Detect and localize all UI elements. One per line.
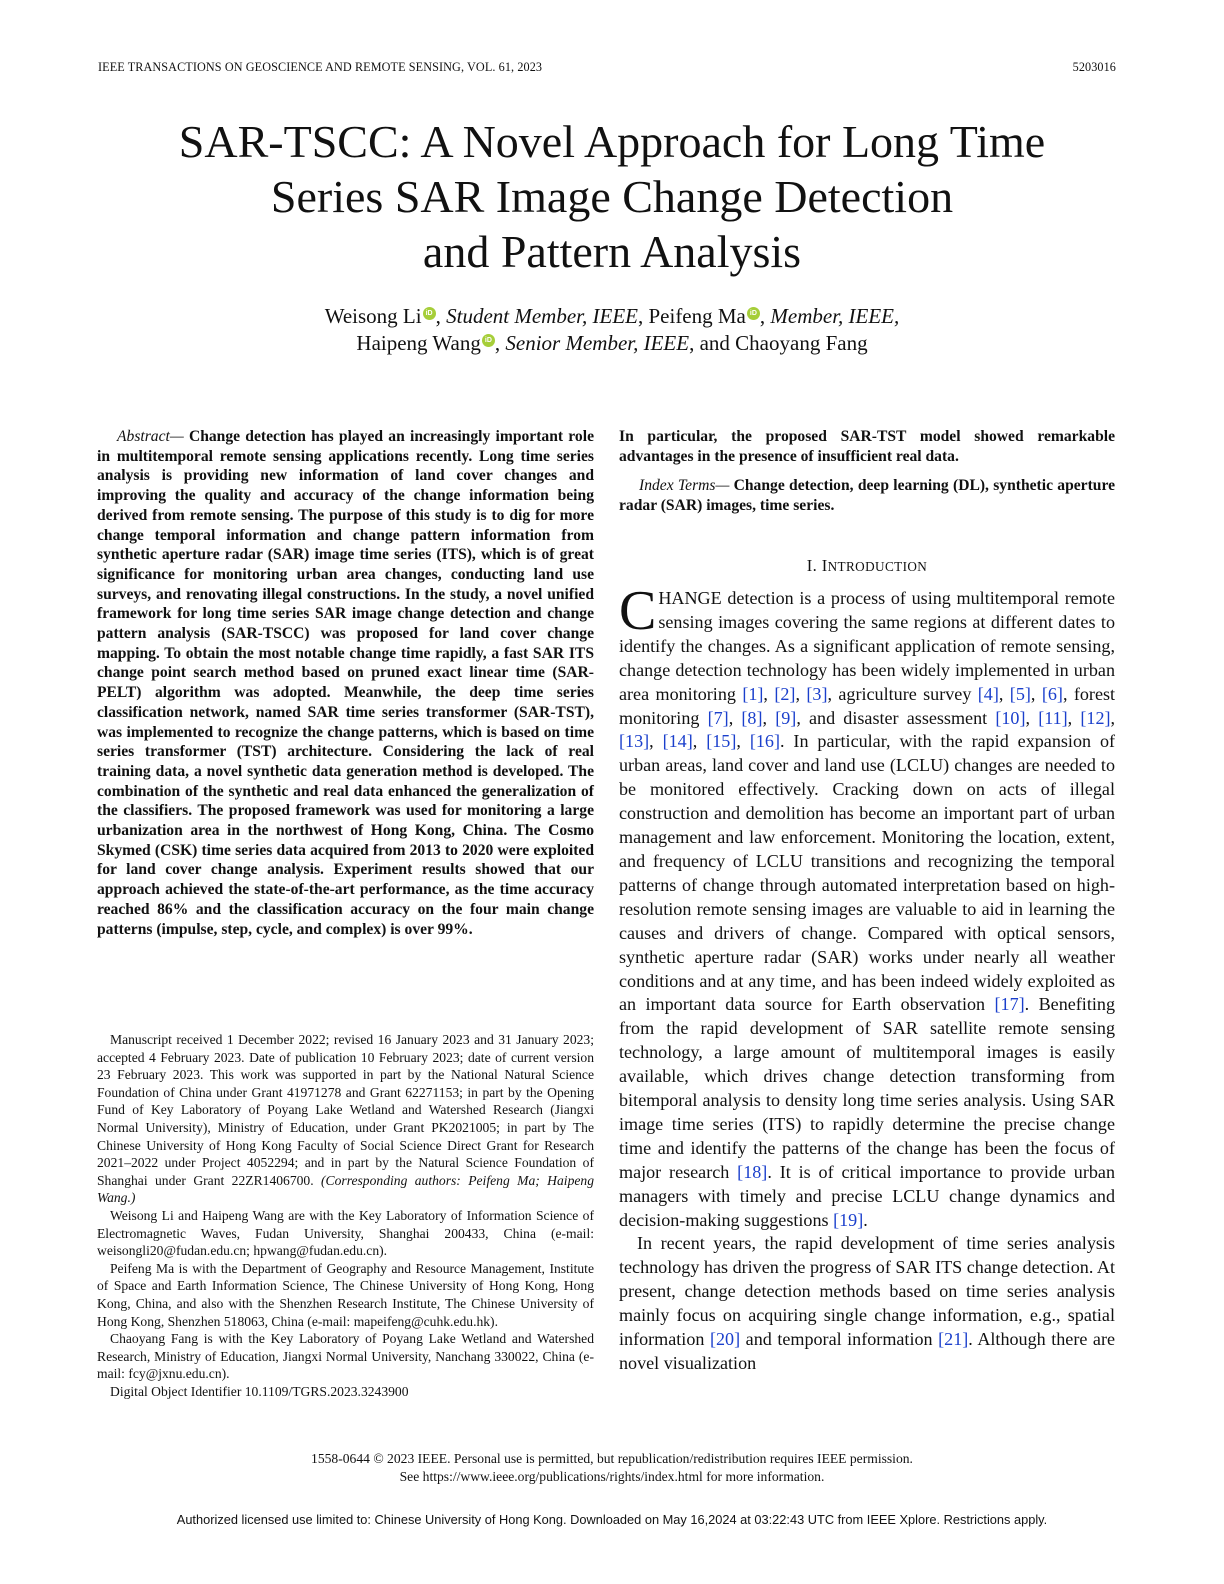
body-text: . Although there are novel visualization [619,1329,1116,1373]
body-text: . [863,1209,868,1230]
section-number: I. I [806,556,828,575]
body-text: , [736,731,750,752]
abstract-continued [619,427,1115,516]
drop-cap: C [619,580,657,642]
citation-link[interactable]: [7] [707,707,729,728]
footnote-doi[interactable]: Digital Object Identifier 10.1109/TGRS.2023.3243900 [110,1383,409,1399]
citation-link[interactable]: [11] [1038,707,1068,728]
index-terms-text: Change detection, deep learning (DL), synthetic aperture radar (SAR) images, time series. [619,477,1116,515]
citation-link[interactable]: [17] [994,994,1025,1015]
title-line: and Pattern Analysis [422,226,802,277]
body-text: , [998,683,1010,704]
body-text: , [728,707,742,728]
body-text: , [762,707,776,728]
body-text: , agriculture survey [827,683,978,704]
footnote-affiliation: Peifeng Ma is with the Department of Geography and Resource Management, Institute of Space and Earth Information Science, The Chinese University of Hong Kong, Hong Kong, China, and also with the Shenzhen Research Institute, The Chinese University of Hong Kong, Shenzhen 518063, China (e-mail: mapeifeng@cuhk.edu.hk). [97,1260,594,1329]
body-text: . Benefiting from the rapid development of SAR satellite remote sensing technology, a large amount of multitemporal images is easily available, which drives change detection transforming from bitemporal analysis to density long time series analysis. Using SAR image time series (ITS) to rapidly determine the precise change time and identify the patterns of the change has been the focus of major research [619,994,1115,1182]
citation-link[interactable]: [15] [706,731,737,752]
body-text: , [1030,683,1042,704]
body-text: , and disaster assessment [796,707,996,728]
author-name: Weisong Li [324,304,422,328]
citation-link[interactable]: [19] [833,1209,864,1230]
section-title: NTRODUCTION [827,559,928,574]
footnote-funding: Manuscript received 1 December 2022; revised 16 January 2023 and 31 January 2023; accepted 4 February 2023. Date of publication 10 February 2023; date of current version 23 February 2023. This work was supported in part by the National Natural Science Foundation of China under Grant 41971278 and Grant 62271153; in part by the Opening Fund of Key Laboratory of Poyang Lake Wetland and Watershed Research (Jiangxi Normal University), Ministry of Education, under Grant PK2021005; in part by The Chinese University of Hong Kong Faculty of Social Science Direct Grant for Research 2021–2022 under Project 4052294; and in part by the Natural Science Foundation of Shanghai under Grant 22ZR1406700. [97,1032,594,1188]
footnote-corresponding: (Corresponding authors: Peifeng Ma; Haipeng Wang.) [97,1172,594,1206]
body-text: In recent years, the rapid development of time series analysis technology has driven the progress of SAR ITS change detection. At present, change detection methods based on time series analysis mainly focus on acquiring single change information, e.g., spatial information [619,1233,1115,1350]
intro-paragraph [619,580,1116,1232]
orcid-icon[interactable]: iD [423,307,436,320]
orcid-icon[interactable]: iD [747,307,760,320]
title-line: Series SAR Image Change Detection [270,171,954,222]
citation-link[interactable]: [4] [977,683,999,704]
citation-link[interactable]: [9] [775,707,797,728]
author-name: Peifeng Ma [648,304,746,328]
citation-link[interactable]: [14] [662,731,693,752]
first-page-footnotes [97,1031,594,1400]
author-name: , and Chaoyang Fang [689,331,868,355]
body-text: , [649,731,663,752]
author-membership: Student Member, IEEE [446,304,638,328]
author-list [60,303,1164,357]
citation-link[interactable]: [16] [749,731,780,752]
rights-url-line[interactable]: See https://www.ieee.org/publications/rights/index.html for more information. [399,1469,825,1484]
abstract-label: Abstract— [117,428,184,445]
body-text: and temporal information [740,1329,939,1350]
author-membership: Senior Member, IEEE [505,331,690,355]
copyright-line: 1558-0644 © 2023 IEEE. Personal use is permitted, but republication/redistribution requires IEEE permission. [311,1451,913,1466]
index-terms [619,476,1115,515]
citation-link[interactable]: [13] [619,731,650,752]
body-text: . In particular, with the rapid expansion of urban areas, land cover and land use (LCLU) changes are needed to be monitored effectively. Cracking down on acts of illegal construction and demolition has become an important part of urban management and law enforcement. Monitoring the location, extent, and frequency of LCLU transitions and recognizing the temporal patterns of change through automated interpretation based on high-resolution remote sensing images are valuable to aid in learning the causes and drivers of change. Compared with optical sensors, synthetic aperture radar (SAR) works under nearly all weather conditions and at any time, and has been indeed widely exploited as an important data source for Earth observation [619,731,1116,1015]
introduction-body [619,580,1116,1376]
running-header-article-number: 5203016 [1072,60,1116,74]
paper-title [60,114,1164,279]
body-text: , [763,683,775,704]
abstract-text: Change detection has played an increasingly important role in multitemporal remote sensing applications recently. Long time series analysis is providing new information of land cover changes and improving the quality and accuracy of the change information being derived from remote sensing. The purpose of this study is to dig for more change temporal information and change pattern information from synthetic aperture radar (SAR) image time series (ITS), which is of great significance for monitoring urban area changes, conducting land use surveys, and renovating illegal constructions. In the study, a novel unified framework for long time series SAR image change detection and change pattern analysis (SAR-TSCC) was proposed for land cover change mapping. To obtain the most notable change time rapidly, a fast SAR ITS change point search method based on pruned exact linear time (SAR-PELT) algorithm was adopted. Meanwhile, the deep time series classification network, named SAR time series transformer (SAR-TST), was implemented to recognize the change patterns, which is based on time series transformer (TST) architecture. Considering the lack of real training data, a novel synthetic data generation method is developed. The combination of the synthetic and real data enhanced the generalization of the classifiers. The proposed framework was used for monitoring a large urbanization area in the northwest of Hong Kong, China. The Cosmo Skymed (CSK) time series data acquired from 2013 to 2020 were exploited for land cover change analysis. Experiment results showed that our approach achieved the state-of-the-art performance, as the time accuracy reached 86% and the classification accuracy on the four main change patterns (impulse, step, cycle, and complex) is over 99%. [97,428,594,938]
running-header-journal: IEEE TRANSACTIONS ON GEOSCIENCE AND REMOTE SENSING, VOL. 61, 2023 [98,60,543,74]
title-line: SAR-TSCC: A Novel Approach for Long Time [178,116,1046,167]
citation-link[interactable]: [2] [774,683,796,704]
author-line: Weisong Li iD , Student Member, IEEE, Peifeng Ma iD , Member, IEEE, [324,304,900,328]
footnote-manuscript [97,1031,594,1207]
citation-link[interactable]: [6] [1041,683,1063,704]
body-text: , [795,683,807,704]
citation-link[interactable]: [10] [995,707,1026,728]
footnote-affiliation: Chaoyang Fang is with the Key Laboratory of Poyang Lake Wetland and Watershed Research, Ministry of Education, Jiangxi Normal University, Nanchang 330022, China (e-mail: fcy@jxnu.edu.cn). [97,1331,594,1382]
author-line: Haipeng Wang iD , Senior Member, IEEE, and Chaoyang Fang [356,331,868,355]
citation-link[interactable]: [18] [737,1161,768,1182]
citation-link[interactable]: [1] [742,683,764,704]
abstract [97,427,594,939]
abstract-ending: In particular, the proposed SAR-TST model showed remarkable advantages in the presence of insufficient real data. [619,428,1115,465]
citation-link[interactable]: [21] [938,1329,969,1350]
citation-link[interactable]: [5] [1009,683,1031,704]
index-terms-label: Index Terms— [639,477,730,495]
copyright-footer [60,1450,1164,1486]
orcid-icon[interactable]: iD [482,334,495,347]
author-name: Haipeng Wang [356,331,481,355]
footnote-affiliation: Weisong Li and Haipeng Wang are with the Key Laboratory of Information Science of Electromagnetic Waves, Fudan University, Shanghai 200433, China (e-mail: weisongli20@fudan.edu.cn; hpwang@fudan.edu.cn). [97,1207,594,1259]
body-text: , [692,731,707,752]
author-membership: Member, IEEE, [770,304,900,328]
intro-paragraph [619,1232,1115,1375]
body-text: HANGE detection is a process of using multitemporal remote sensing images covering the same regions at different dates to identify the changes. As a significant application of remote sensing, change detection technology has been widely implemented in urban area monitoring [619,588,1115,704]
citation-link[interactable]: [3] [806,683,828,704]
citation-link[interactable]: [8] [741,707,763,728]
body-text: , [1067,707,1081,728]
body-text: , [1025,707,1039,728]
body-text: , forest monitoring [619,683,1116,728]
body-text: . It is of critical importance to provide urban managers with timely and precise LCLU change dynamics and decision-making suggestions [619,1161,1115,1230]
citation-link[interactable]: [12] [1080,707,1111,728]
license-notice: Authorized licensed use limited to: Chinese University of Hong Kong. Downloaded on May 16,2024 at 03:22:43 UTC from IEEE Xplore. Restrictions apply. [176,1512,1048,1527]
section-heading-introduction [619,556,1115,576]
body-text: , [1110,707,1116,728]
citation-link[interactable]: [20] [709,1329,741,1350]
